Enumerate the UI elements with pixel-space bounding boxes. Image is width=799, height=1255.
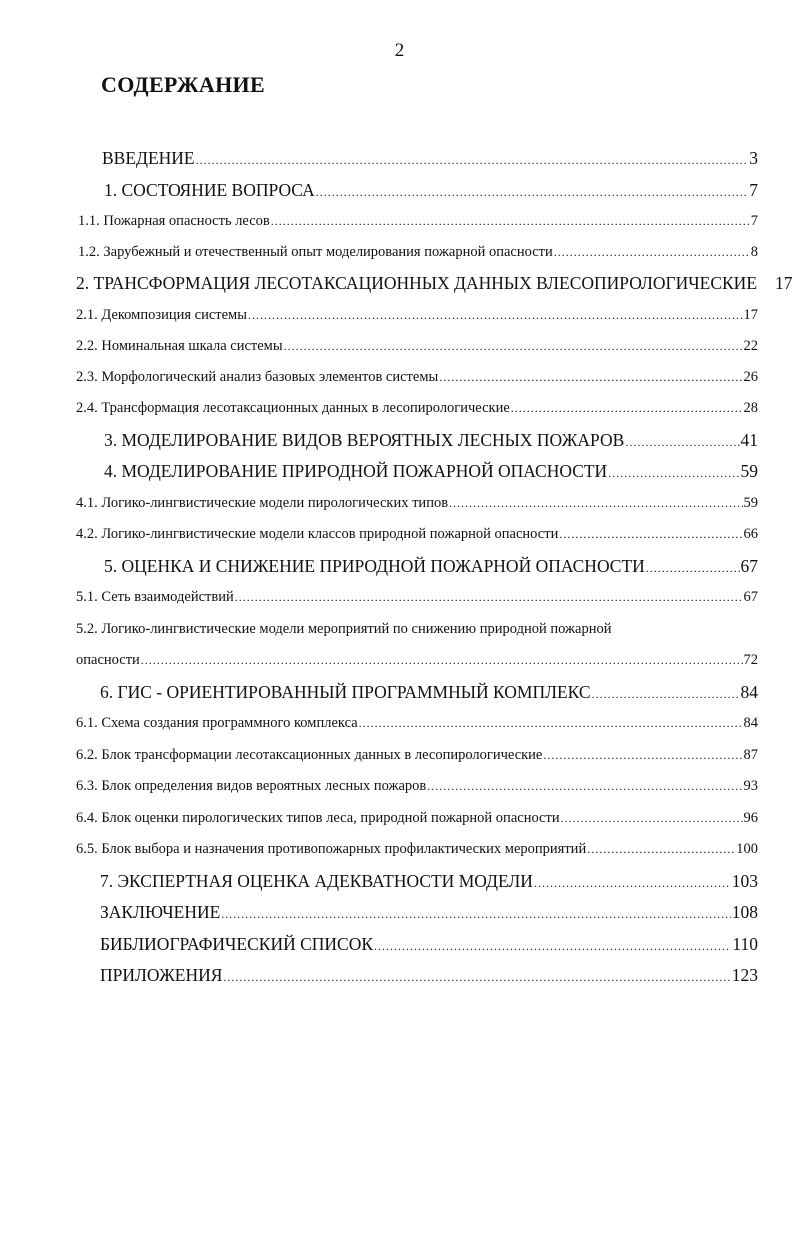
toc-entry-title: 5.1. Сеть взаимодействий bbox=[76, 589, 234, 605]
toc-entry-page: 84 bbox=[740, 682, 758, 702]
toc-entry bbox=[104, 458, 758, 484]
toc-leader-dots bbox=[646, 555, 740, 581]
toc-entry-page: 3 bbox=[749, 148, 758, 168]
toc-entry-page: 66 bbox=[743, 526, 758, 542]
toc-leader-dots bbox=[141, 647, 743, 673]
toc-leader-dots bbox=[316, 179, 749, 205]
toc-entry bbox=[76, 395, 758, 421]
toc-entry-page: 123 bbox=[731, 965, 758, 985]
toc-entry-page: 8 bbox=[750, 244, 758, 260]
toc-entry-page: 7 bbox=[750, 213, 758, 229]
toc-entry-title: 4. МОДЕЛИРОВАНИЕ ПРИРОДНОЙ ПОЖАРНОЙ ОПАСНОСТИ bbox=[104, 461, 608, 481]
toc-leader-dots bbox=[543, 742, 742, 768]
toc-entry-title: 5. ОЦЕНКА И СНИЖЕНИЕ ПРИРОДНОЙ ПОЖАРНОЙ ОПАСНОСТИ bbox=[104, 556, 645, 576]
toc-entry-title: 6.4. Блок оценки пирологических типов леса, природной пожарной опасности bbox=[76, 810, 560, 826]
toc-entry-title: 5.2. Логико-лингвистические модели мероприятий по снижению природной пожарной bbox=[76, 621, 612, 637]
toc-leader-dots bbox=[559, 521, 742, 547]
toc-leader-dots bbox=[587, 836, 735, 862]
toc-leader-dots bbox=[235, 584, 743, 610]
toc-entry-title: 2.4. Трансформация лесотаксационных данных в лесопирологические bbox=[76, 400, 510, 416]
toc-leader-dots bbox=[534, 870, 731, 896]
toc-entry-title: 7. ЭКСПЕРТНАЯ ОЦЕНКА АДЕКВАТНОСТИ МОДЕЛИ bbox=[100, 871, 533, 891]
toc-leader-dots bbox=[427, 773, 742, 799]
toc-entry bbox=[76, 710, 758, 736]
toc-entry-title: 2.1. Декомпозиция системы bbox=[76, 307, 247, 323]
toc-entry-title: 1.2. Зарубежный и отечественный опыт моделирования пожарной опасности bbox=[78, 244, 553, 260]
toc-entry-title: 4.2. Логико-лингвистические модели классов природной пожарной опасности bbox=[76, 526, 559, 542]
toc-entry-page: 22 bbox=[743, 338, 758, 354]
toc-entry-page: 59 bbox=[740, 461, 758, 481]
toc-entry-page: 67 bbox=[743, 589, 758, 605]
toc-entry-page: 100 bbox=[736, 841, 758, 857]
toc-entry-title: 4.1. Логико-лингвистические модели пирологических типов bbox=[76, 495, 449, 511]
toc-entry-page: 28 bbox=[743, 400, 758, 416]
toc-entry bbox=[100, 868, 758, 894]
toc-entry-title: 6.2. Блок трансформации лесотаксационных данных в лесопирологические bbox=[76, 747, 543, 763]
toc-leader-dots bbox=[359, 710, 743, 736]
toc-leader-dots bbox=[608, 460, 739, 486]
toc-entry bbox=[76, 836, 758, 862]
toc-entry bbox=[100, 962, 758, 988]
toc-entry-title: 1. СОСТОЯНИЕ ВОПРОСА bbox=[104, 180, 315, 200]
toc-leader-dots bbox=[511, 395, 743, 421]
toc-entry bbox=[76, 521, 758, 547]
toc-entry bbox=[104, 177, 758, 203]
toc-entry-page: 93 bbox=[743, 778, 758, 794]
toc-entry-page: 7 bbox=[749, 180, 758, 200]
toc-entry-title: 2.3. Морфологический анализ базовых элементов системы bbox=[76, 369, 439, 385]
toc-entry bbox=[76, 805, 758, 831]
toc-leader-dots bbox=[284, 333, 743, 359]
toc-entry-title: 2. ТРАНСФОРМАЦИЯ ЛЕСОТАКСАЦИОННЫХ ДАННЫХ ВЛЕСОПИРОЛОГИЧЕСКИЕ bbox=[76, 273, 758, 293]
toc-entry bbox=[76, 270, 793, 296]
toc-leader-dots bbox=[221, 901, 730, 927]
toc-leader-dots bbox=[561, 805, 743, 831]
toc-entry bbox=[76, 584, 758, 610]
toc-leader-dots bbox=[374, 933, 731, 959]
toc-entry-page: 17 bbox=[743, 307, 758, 323]
toc-entry-title: 6.3. Блок определения видов вероятных лесных пожаров bbox=[76, 778, 427, 794]
toc-entry bbox=[104, 427, 758, 453]
toc-entry bbox=[100, 931, 758, 957]
toc-entry-title: 6.5. Блок выбора и назначения противопожарных профилактических мероприятий bbox=[76, 841, 587, 857]
toc-entry-page: 110 bbox=[732, 934, 758, 954]
toc-entry bbox=[76, 364, 758, 390]
toc-entry-page: 72 bbox=[743, 652, 758, 668]
toc-entry-title: 6. ГИС - ОРИЕНТИРОВАННЫЙ ПРОГРАММНЫЙ КОМПЛЕКС bbox=[100, 682, 591, 702]
toc-entry bbox=[78, 208, 758, 234]
toc-leader-dots bbox=[439, 364, 742, 390]
toc-entry-page: 87 bbox=[743, 747, 758, 763]
toc-entry-title: ПРИЛОЖЕНИЯ bbox=[100, 965, 223, 985]
toc-entry-title-continuation: опасности bbox=[76, 652, 140, 668]
toc-entry-page: 67 bbox=[740, 556, 758, 576]
toc-leader-dots bbox=[449, 490, 742, 516]
toc-entry bbox=[102, 145, 758, 171]
toc-entry-page: 59 bbox=[743, 495, 758, 511]
toc-entry bbox=[78, 239, 758, 265]
toc-entry-page: 103 bbox=[731, 871, 758, 891]
toc-entry-page: 17 bbox=[775, 273, 793, 293]
toc-leader-dots bbox=[196, 147, 749, 173]
toc-entry-page: 96 bbox=[743, 810, 758, 826]
toc-leader-dots bbox=[271, 208, 750, 234]
toc-entry-page: 26 bbox=[743, 369, 758, 385]
toc-entry bbox=[104, 553, 758, 579]
toc-entry bbox=[76, 773, 758, 799]
toc-leader-dots bbox=[592, 681, 740, 707]
toc-entry bbox=[76, 333, 758, 359]
toc-entry bbox=[100, 899, 758, 925]
toc-entry-title: 3. МОДЕЛИРОВАНИЕ ВИДОВ ВЕРОЯТНЫХ ЛЕСНЫХ ПОЖАРОВ bbox=[104, 430, 625, 450]
toc-entry-title: ЗАКЛЮЧЕНИЕ bbox=[100, 902, 221, 922]
toc-entry-title: 1.1. Пожарная опасность лесов bbox=[78, 213, 270, 229]
toc-entry bbox=[76, 742, 758, 768]
toc-entry-page: 84 bbox=[743, 715, 758, 731]
toc-entry bbox=[76, 647, 758, 673]
toc-leader-dots bbox=[554, 239, 750, 265]
toc-entry-title: ВВЕДЕНИЕ bbox=[102, 148, 195, 168]
toc-entry bbox=[100, 679, 758, 705]
toc-entry-page: 108 bbox=[731, 902, 758, 922]
page-number: 2 bbox=[394, 40, 405, 61]
toc-entry-title: 6.1. Схема создания программного комплекса bbox=[76, 715, 358, 731]
toc-leader-dots bbox=[223, 964, 730, 990]
toc-leader-dots bbox=[248, 302, 743, 328]
toc-leader-dots bbox=[625, 429, 739, 455]
toc-entry bbox=[76, 490, 758, 516]
toc-entry bbox=[76, 302, 758, 328]
toc-entry-title: БИБЛИОГРАФИЧЕСКИЙ СПИСОК bbox=[100, 934, 374, 954]
toc-heading: СОДЕРЖАНИЕ bbox=[101, 72, 265, 97]
toc-entry-title: 2.2. Номинальная шкала системы bbox=[76, 338, 283, 354]
toc-entry-page: 41 bbox=[740, 430, 758, 450]
